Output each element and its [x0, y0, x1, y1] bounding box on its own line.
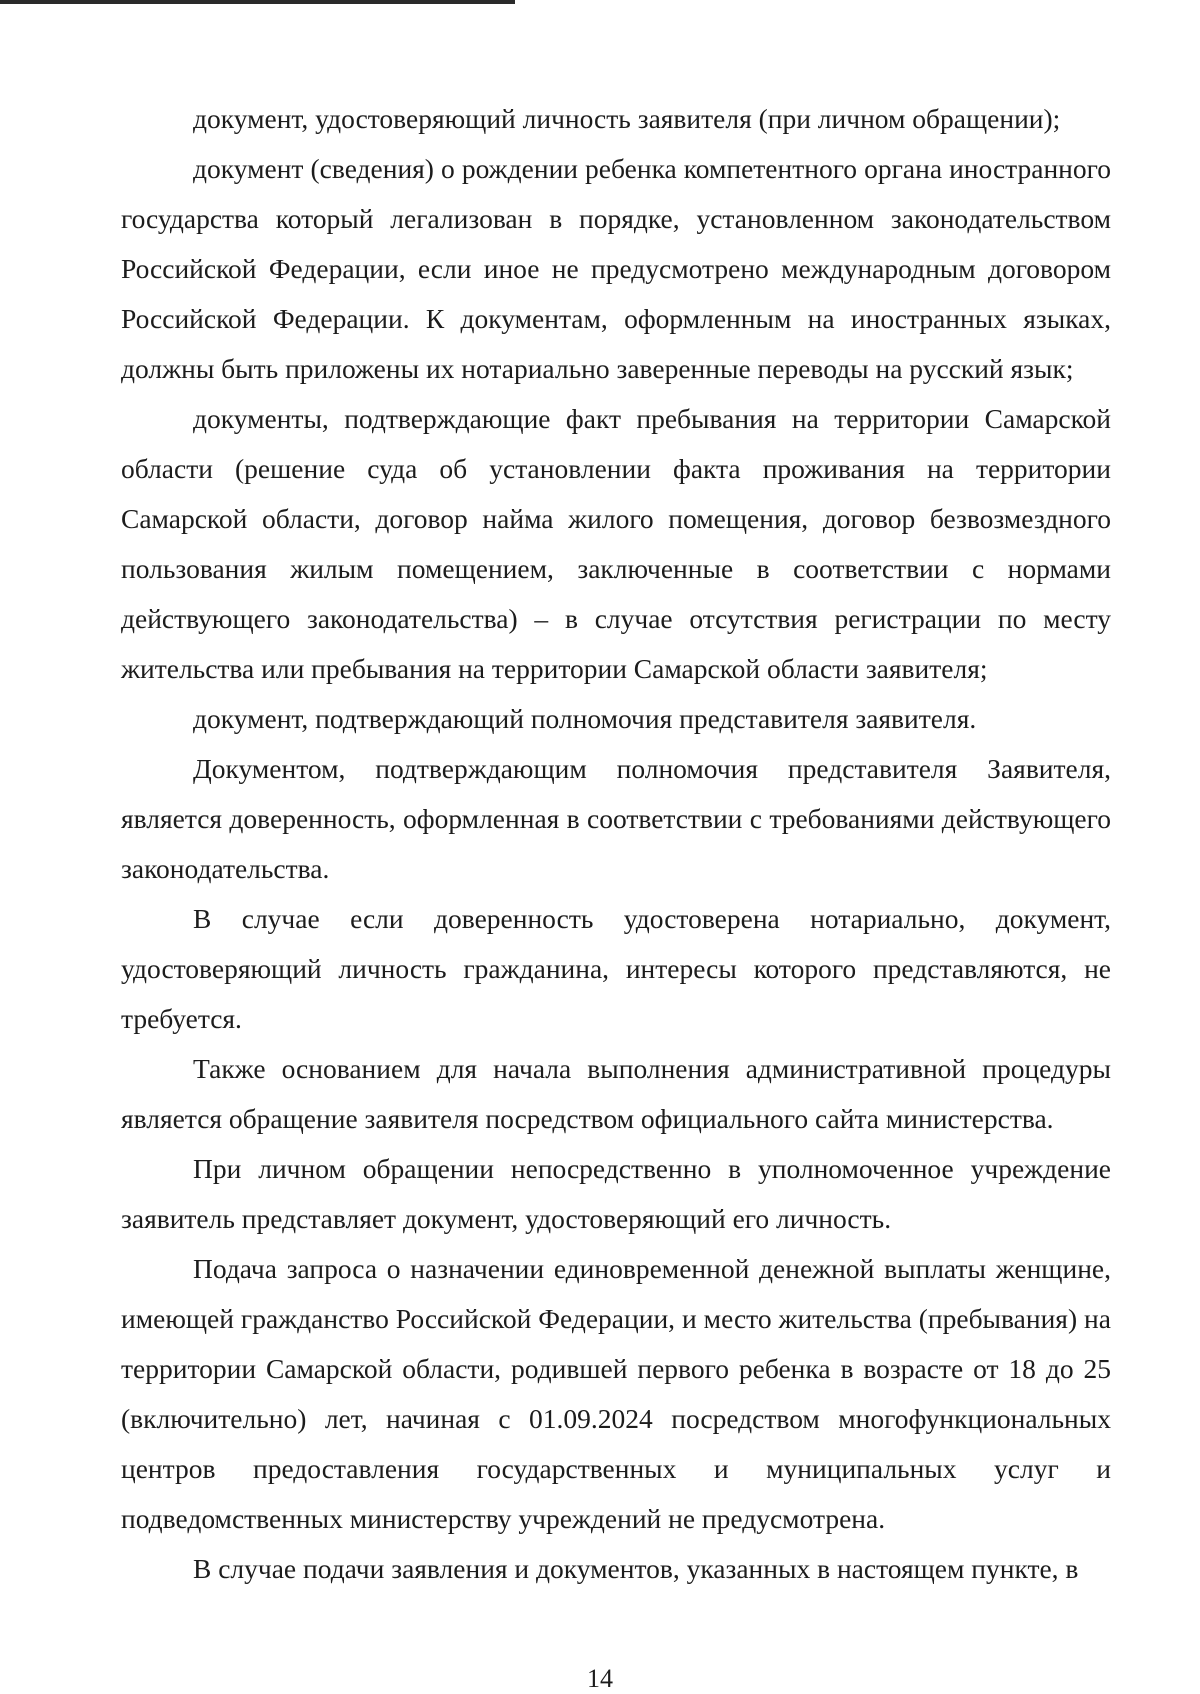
paragraph-notarized-case: В случае если доверенность удостоверена нотариально, документ, удостоверяющий личность гражданина, интересы которого представляются, не требуется.	[121, 903, 1111, 1034]
page-number: 14	[587, 1664, 613, 1693]
paragraph-birth-document: документ (сведения) о рождении ребенка компетентного органа иностранного государства который легализован в порядке, установленном законодательством Российской Федерации, если иное не предусмотрено международным договором Российской Федерации. К документам, оформленным на иностранных языках, должны быть приложены их нотариально заверенные переводы на русский язык;	[121, 153, 1111, 384]
document-body	[121, 94, 1111, 1594]
paragraph-power-of-attorney: Документом, подтверждающим полномочия представителя Заявителя, является доверенность, оформленная в соответствии с требованиями действующего законодательства.	[121, 753, 1111, 884]
paragraph-mfc-not-provided: Подача запроса о назначении единовременной денежной выплаты женщине, имеющей гражданство Российской Федерации, и место жительства (пребывания) на территории Самарской области, родившей первого ребенка в возрасте от 18 до 25 (включительно) лет, начиная с 01.09.2024 посредством многофункциональных центров предоставления государственных и муниципальных услуг и подведомственных министерству учреждений не предусмотрена.	[121, 1253, 1111, 1534]
paragraph-identity-document: документ, удостоверяющий личность заявителя (при личном обращении);	[193, 103, 1061, 134]
paragraph-personal-visit: При личном обращении непосредственно в уполномоченное учреждение заявитель представляет документ, удостоверяющий его личность.	[121, 1153, 1111, 1234]
paragraph-representative-document: документ, подтверждающий полномочия представителя заявителя.	[193, 703, 977, 734]
paragraph-submission-case: В случае подачи заявления и документов, указанных в настоящем пункте, в	[193, 1553, 1079, 1584]
paragraph-residence-documents: документы, подтверждающие факт пребывания на территории Самарской области (решение суда об установлении факта проживания на территории Самарской области, договор найма жилого помещения, договор безвозмездного пользования жилым помещением, заключенные в соответствии с нормами действующего законодательства) – в случае отсутствия регистрации по месту жительства или пребывания на территории Самарской области заявителя;	[121, 403, 1111, 684]
top-scan-rule	[0, 0, 515, 4]
paragraph-website-request: Также основанием для начала выполнения административной процедуры является обращение заявителя посредством официального сайта министерства.	[121, 1053, 1111, 1134]
